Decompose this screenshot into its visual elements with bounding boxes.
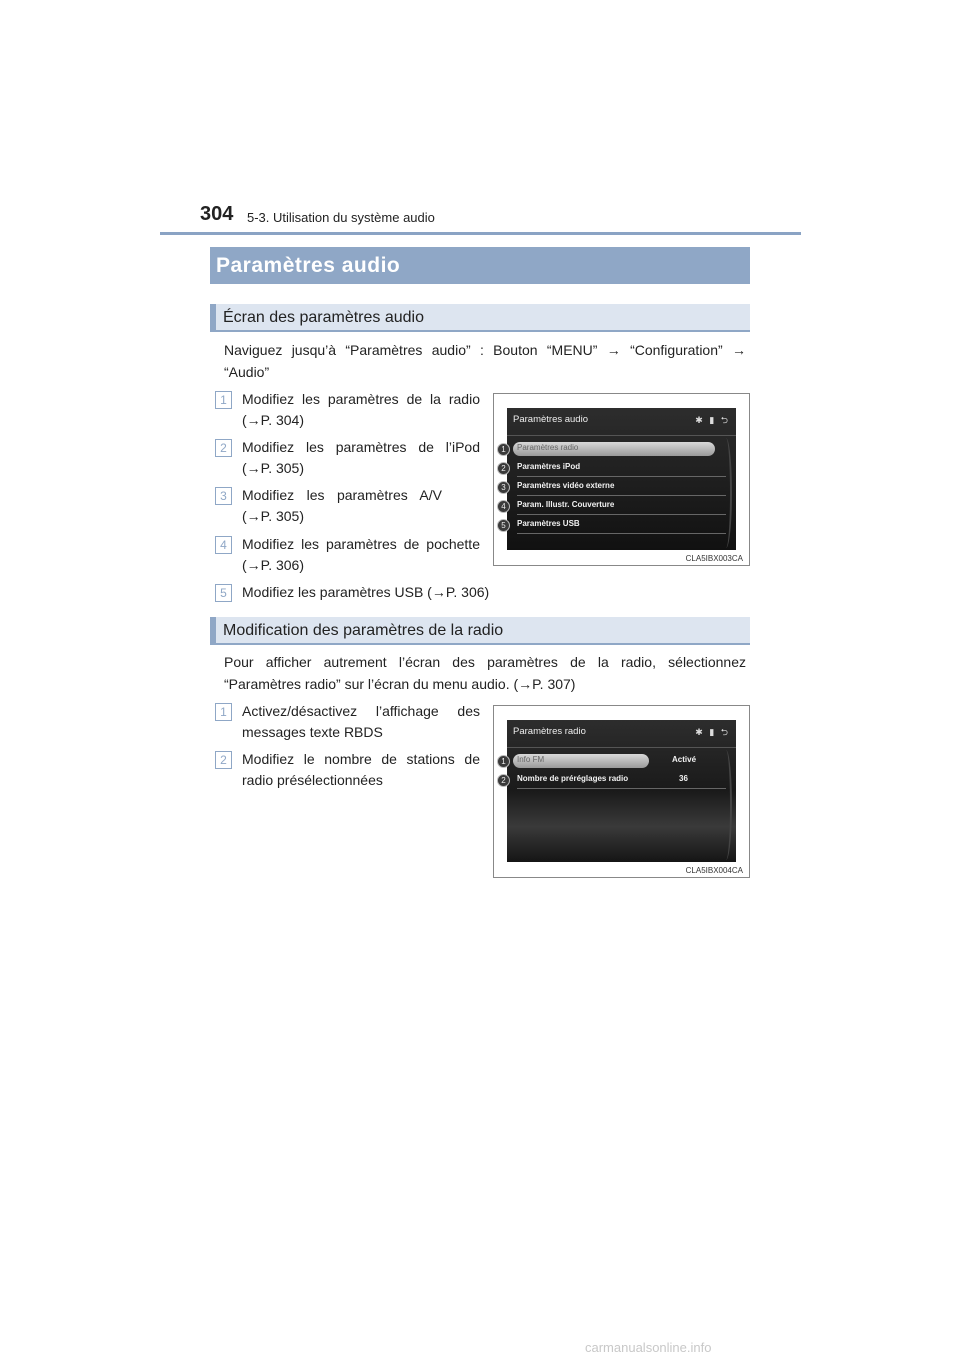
screen-row-info-fm <box>507 753 736 770</box>
section-title: Paramètres audio <box>210 247 750 284</box>
display-screen <box>507 408 736 550</box>
audio-intro: Naviguez jusqu’à “Paramètres audio” : Bouton “MENU” → “Configuration” → “Audio” <box>224 342 746 380</box>
row-value: Activé <box>672 755 697 764</box>
list-item: Modifiez les paramètres de pochette (→P. 306) <box>242 536 480 573</box>
item-number: 1 <box>215 703 232 721</box>
row-label: Param. Illustr. Couverture <box>517 500 615 509</box>
screen-bezel-curve <box>720 438 732 548</box>
row-divider <box>517 476 726 477</box>
row-label: Nombre de préréglages radio <box>517 774 629 783</box>
item-number: 2 <box>215 751 232 769</box>
figure-badge: 3 <box>497 481 510 494</box>
audio-settings-screenshot <box>493 393 750 566</box>
status-icons: ✱ ▮ ⮌ <box>695 727 730 737</box>
row-label: Paramètres vidéo externe <box>517 481 615 490</box>
row-label: Paramètres radio <box>517 443 579 452</box>
chapter-title: 5-3. Utilisation du système audio <box>247 210 435 225</box>
row-value: 36 <box>679 774 688 783</box>
figure-badge: 5 <box>497 519 510 532</box>
screen-row-video <box>507 479 736 496</box>
list-item: Modifiez les paramètres de l’iPod (→P. 305) <box>242 439 480 476</box>
subsection-title: Modification des paramètres de la radio <box>223 622 504 639</box>
row-divider <box>517 514 726 515</box>
subsection-accent <box>210 304 216 330</box>
figure-badge: 1 <box>497 443 510 456</box>
subsection-accent <box>210 617 216 643</box>
status-icons: ✱ ▮ ⮌ <box>695 415 730 425</box>
item-number: 5 <box>215 584 232 602</box>
subsection-title: Écran des paramètres audio <box>223 309 424 326</box>
figure-code: CLA5IBX003CA <box>685 554 743 563</box>
screen-row-cover <box>507 498 736 515</box>
row-label: Paramètres USB <box>517 519 580 528</box>
header-rule <box>160 232 801 235</box>
screen-row-radio <box>507 441 736 458</box>
figure-badge: 4 <box>497 500 510 513</box>
screen-divider <box>507 747 736 748</box>
list-item: Modifiez les paramètres de la radio (→P. 304) <box>242 391 480 428</box>
radio-intro: Pour afficher autrement l’écran des paramètres de la radio, sélectionnez “Paramètres radio” sur l’écran du menu audio. (→P. 307) <box>224 654 746 692</box>
screen-divider <box>507 435 736 436</box>
row-label: Info FM <box>517 755 545 764</box>
list-item: Modifiez les paramètres A/V (→P. 305) <box>242 487 442 524</box>
item-number: 2 <box>215 439 232 457</box>
display-screen <box>507 720 736 862</box>
watermark: carmanualsonline.info <box>585 1340 712 1355</box>
row-divider <box>517 533 726 534</box>
row-divider <box>517 788 726 789</box>
figure-code: CLA5IBX004CA <box>685 866 743 875</box>
figure-badge: 2 <box>497 774 510 787</box>
screen-row-ipod <box>507 460 736 477</box>
screen-title: Paramètres radio <box>513 726 586 737</box>
item-number: 4 <box>215 536 232 554</box>
row-label: Paramètres iPod <box>517 462 581 471</box>
figure-badge: 2 <box>497 462 510 475</box>
row-divider <box>517 495 726 496</box>
figure-badge: 1 <box>497 755 510 768</box>
subsection-radio-settings <box>210 617 750 645</box>
screen-row-usb <box>507 517 736 534</box>
subsection-audio-screen <box>210 304 750 332</box>
item-number: 1 <box>215 391 232 409</box>
list-item: Modifiez les paramètres USB (→P. 306) <box>242 584 490 600</box>
radio-settings-screenshot <box>493 705 750 878</box>
screen-bezel-curve <box>720 750 732 860</box>
list-item: Activez/désactivez l’affichage des messages texte RBDS <box>242 703 480 740</box>
page-number: 304 <box>200 203 234 225</box>
screen-row-presets <box>507 772 736 789</box>
list-item: Modifiez le nombre de stations de radio présélectionnées <box>242 751 480 788</box>
item-number: 3 <box>215 487 232 505</box>
screen-title: Paramètres audio <box>513 414 588 425</box>
